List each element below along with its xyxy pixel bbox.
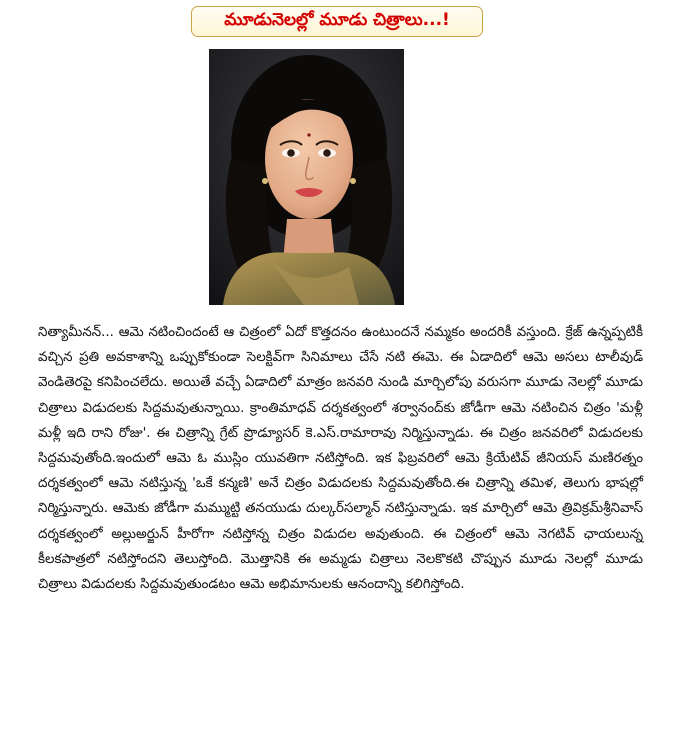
article-title: మూడునెలల్లో మూడు చిత్రాలు...! (224, 9, 450, 30)
title-banner (191, 6, 483, 37)
portrait-image (209, 49, 404, 305)
article-photo (209, 49, 404, 305)
article-body (38, 320, 643, 597)
article-paragraph: నిత్యామీనన్... ఆమె నటించిందంటే ఆ చిత్రంలో ఏదో కొత్తదనం ఉంటుందనే నమ్మకం అందరికీ వస్తుంది. క్రేజ్ ఉన్నప్పటికీ వచ్చిన ప్రతి అవకాశాన్ని ఒప్పుకోకుండా సెలక్టివ్‌గా సినిమాలు చేసే నటి ఈమె. ఈ ఏడాదిలో ఆమె అసలు టాలీవుడ్ వెండితెరపై కనిపించలేదు. అయితే వచ్చే ఏడాదిలో మాత్రం జనవరి నుండి మార్చిలోపు వరుసగా మూడు నెలల్లో మూడు చిత్రాలు విడుదలకు సిద్దమవుతున్నాయి. క్రాంతిమాధవ్ దర్శకత్వంలో శర్వానంద్‌కు జోడీగా ఆమె నటించిన చిత్రం 'మళ్లీ మళ్లీ ఇది రాని రోజు'. ఈ చిత్రాన్ని గ్రేట్ ప్రొడ్యూసర్ కె.ఎస్.రామారావు నిర్మిస్తున్నాడు. ఈ చిత్రం జనవరిలో విడుదలకు సిద్దమవుతోంది.ఇందులో ఆమె ఓ ముస్లిం యువతిగా నటిస్తోంది. ఇక ఫిబ్రవరిలో ఆమె క్రియేటివ్ జీనియస్ మణిరత్నం దర్శకత్వంలో ఆమె నటిస్తున్న 'ఒకే కన్మణి' అనే చిత్రం విడుదలకు సిద్దమవుతోంది.ఈ చిత్రాన్ని తమిళ, తెలుగు భాషల్లో నిర్మిస్తున్నారు. ఆమెకు జోడీగా మమ్ముట్టి తనయుడు దుల్కర్‌సల్మాన్ నటిస్తున్నాడు. ఇక మార్చిలో ఆమె త్రివిక్రమ్‌శ్రీనివాస్ దర్శకత్వంలో అల్లుఅర్జున్ హీరోగా నటిస్తోన్న చిత్రం విడుదల అవుతుంది. ఈ చిత్రంలో ఆమె నెగటివ్ ఛాయలున్న కీలకపాత్రలో నటిస్తోందని తెలుస్తోంది. మొత్తానికి ఈ అమ్మడు చిత్రాలు నెలకొకటి చొప్పున మూడు నెలల్లో మూడు చిత్రాలు విడుదలకు సిద్దమవుతుండటం ఆమె అభిమానులకు ఆనందాన్ని కలిగిస్తోంది. (38, 325, 643, 593)
